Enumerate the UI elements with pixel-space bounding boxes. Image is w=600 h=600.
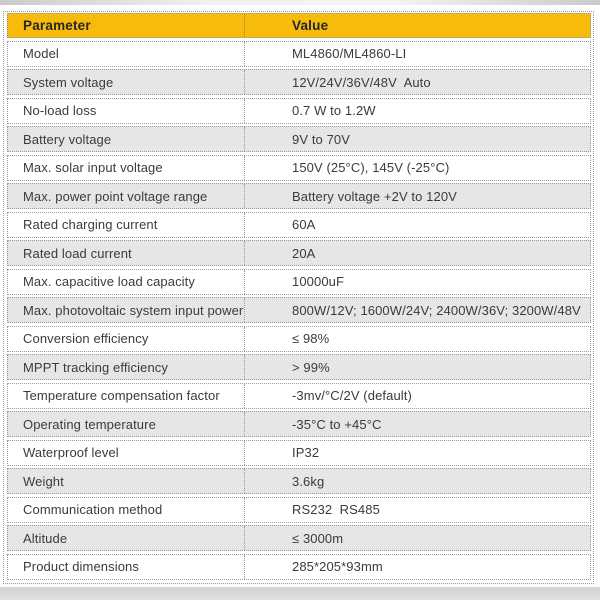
parameter-label: No-load loss xyxy=(23,103,97,118)
value-cell xyxy=(244,498,590,522)
parameter-cell xyxy=(8,412,244,436)
value-label: IP32 xyxy=(292,445,320,460)
value-label: 285*205*93mm xyxy=(292,559,383,574)
table-row xyxy=(7,440,591,466)
table-row xyxy=(7,525,591,551)
table-row xyxy=(7,326,591,352)
value-label: 3.6kg xyxy=(292,473,325,489)
table-header-row xyxy=(7,13,591,39)
parameter-label: Weight xyxy=(23,473,64,489)
value-cell xyxy=(244,270,590,294)
table-row xyxy=(7,98,591,124)
table-body xyxy=(7,41,591,580)
parameter-cell xyxy=(8,498,244,522)
parameter-label: Max. photovoltaic system input power xyxy=(23,302,244,318)
table-row xyxy=(7,269,591,295)
table-row xyxy=(7,468,591,494)
value-cell xyxy=(244,127,590,151)
value-cell xyxy=(244,156,590,180)
parameter-label: Max. power point voltage range xyxy=(23,188,208,204)
table-row xyxy=(7,69,591,95)
value-cell xyxy=(244,70,590,94)
value-header-label: Value xyxy=(292,17,329,33)
parameter-cell xyxy=(8,526,244,550)
value-cell xyxy=(244,42,590,66)
parameter-label: Waterproof level xyxy=(23,445,119,460)
parameter-cell xyxy=(8,441,244,465)
parameter-cell xyxy=(8,99,244,123)
value-cell xyxy=(244,241,590,265)
parameter-label: Product dimensions xyxy=(23,559,139,574)
table-row xyxy=(7,497,591,523)
parameter-label: Temperature compensation factor xyxy=(23,388,220,403)
value-cell xyxy=(244,441,590,465)
value-label: RS232 RS485 xyxy=(292,502,380,517)
value-label: 0.7 W to 1.2W xyxy=(292,103,376,118)
parameter-label: Max. capacitive load capacity xyxy=(23,274,195,289)
value-cell xyxy=(244,184,590,208)
parameter-cell xyxy=(8,555,244,579)
parameter-cell xyxy=(8,213,244,237)
value-cell xyxy=(244,355,590,379)
top-edge-shadow xyxy=(0,0,600,5)
value-label: > 99% xyxy=(292,359,330,375)
value-label: ML4860/ML4860-LI xyxy=(292,46,407,61)
value-cell xyxy=(244,412,590,436)
parameter-cell xyxy=(8,298,244,322)
table-row xyxy=(7,126,591,152)
parameter-label: Rated load current xyxy=(23,245,132,261)
parameter-label: MPPT tracking efficiency xyxy=(23,359,168,375)
value-label: 150V (25°C), 145V (-25°C) xyxy=(292,160,450,175)
value-cell xyxy=(244,298,590,322)
parameter-cell xyxy=(8,70,244,94)
value-label: 9V to 70V xyxy=(292,131,350,147)
parameter-cell xyxy=(8,42,244,66)
parameter-cell xyxy=(8,156,244,180)
parameter-label: Battery voltage xyxy=(23,131,112,147)
parameter-label: Model xyxy=(23,46,59,61)
table-row xyxy=(7,297,591,323)
parameter-cell xyxy=(8,127,244,151)
bottom-edge-shadow xyxy=(0,587,600,600)
value-header-cell xyxy=(244,14,590,38)
value-label: 10000uF xyxy=(292,274,345,289)
value-label: 800W/12V; 1600W/24V; 2400W/36V; 3200W/48V xyxy=(292,302,581,318)
table-row xyxy=(7,411,591,437)
table-row xyxy=(7,183,591,209)
parameter-label: Max. solar input voltage xyxy=(23,160,163,175)
value-label: Battery voltage +2V to 120V xyxy=(292,188,457,204)
table-row xyxy=(7,41,591,67)
value-cell xyxy=(244,327,590,351)
table-row xyxy=(7,383,591,409)
table-row xyxy=(7,212,591,238)
value-cell xyxy=(244,384,590,408)
value-label: -35°C to +45°C xyxy=(292,416,382,432)
parameter-header-label: Parameter xyxy=(23,17,91,33)
parameter-header-cell xyxy=(8,14,244,38)
parameter-cell xyxy=(8,355,244,379)
value-label: -3mv/°C/2V (default) xyxy=(292,388,412,403)
table-row xyxy=(7,554,591,580)
parameter-label: System voltage xyxy=(23,74,114,90)
table-row xyxy=(7,240,591,266)
value-cell xyxy=(244,213,590,237)
parameter-label: Communication method xyxy=(23,502,163,517)
parameter-cell xyxy=(8,469,244,493)
parameter-cell xyxy=(8,327,244,351)
table-row xyxy=(7,155,591,181)
value-cell xyxy=(244,99,590,123)
value-label: 60A xyxy=(292,217,316,232)
value-cell xyxy=(244,469,590,493)
value-label: 20A xyxy=(292,245,316,261)
spec-table xyxy=(7,13,591,583)
value-label: ≤ 3000m xyxy=(292,530,344,546)
value-cell xyxy=(244,555,590,579)
parameter-cell xyxy=(8,384,244,408)
value-label: 12V/24V/36V/48V Auto xyxy=(292,74,431,90)
parameter-label: Rated charging current xyxy=(23,217,158,232)
value-label: ≤ 98% xyxy=(292,331,330,346)
parameter-label: Operating temperature xyxy=(23,416,156,432)
table-row xyxy=(7,354,591,380)
value-cell xyxy=(244,526,590,550)
parameter-label: Conversion efficiency xyxy=(23,331,149,346)
parameter-cell xyxy=(8,270,244,294)
parameter-cell xyxy=(8,241,244,265)
parameter-cell xyxy=(8,184,244,208)
parameter-label: Altitude xyxy=(23,530,68,546)
